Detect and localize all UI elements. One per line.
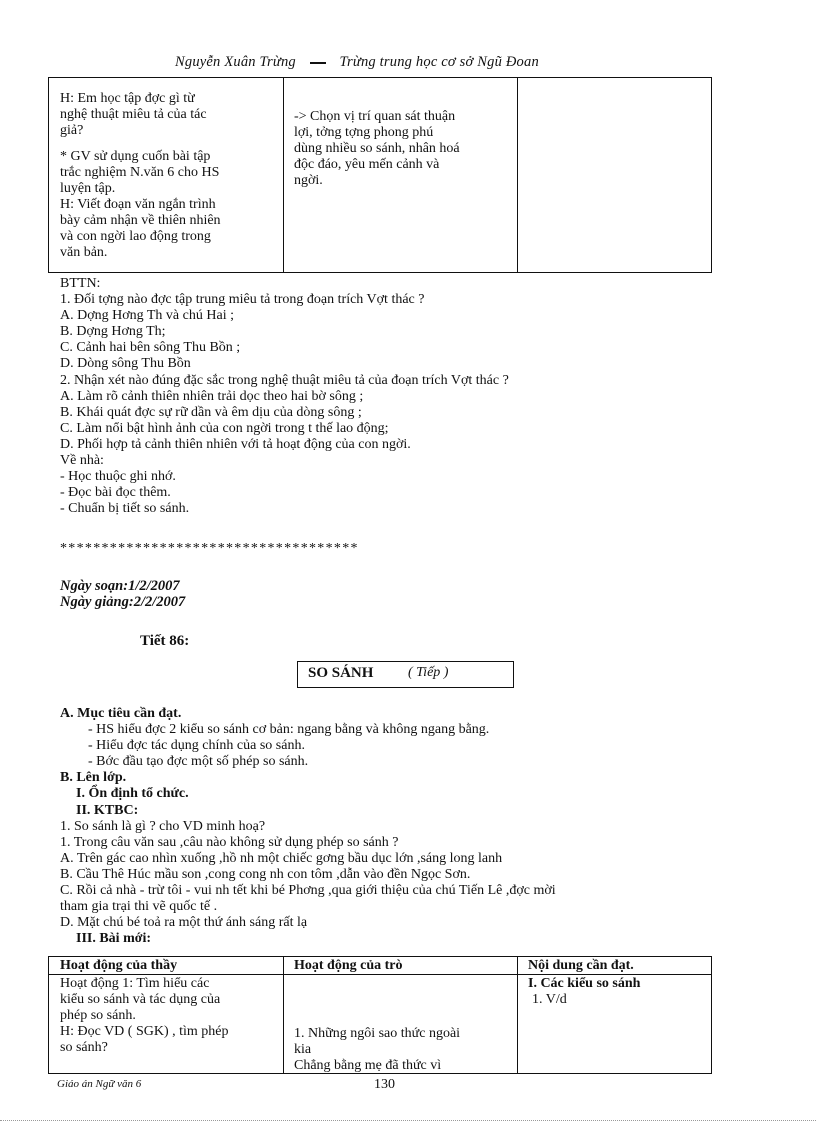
lesson-step-3: III. Bài mới:	[76, 931, 152, 947]
header-dash	[310, 62, 326, 64]
exercise-line: D. Dòng sông Thu Bồn	[60, 356, 191, 372]
exercise-line: C. Cảnh hai bên sông Thu Bồn ;	[60, 340, 241, 356]
lesson-step-2: II. KTBC:	[76, 802, 139, 818]
exercise-line: D. Phối hợp tả cảnh thiên nhiên với tả hoạt động của con ngời.	[60, 436, 411, 452]
cell-line: -> Chọn vị trí quan sát thuận	[294, 109, 456, 124]
exercise-line: 1. Đối tợng nào đợc tập trung miêu tả trong đoạn trích Vợt thác ?	[60, 292, 425, 308]
cell-spacer	[60, 139, 280, 149]
cell-line: giả?	[60, 123, 84, 138]
cell-line: phép so sánh.	[60, 1008, 136, 1023]
cell-line: bày cảm nhận về thiên nhiên	[60, 213, 221, 228]
cell-line: Hoạt động 1: Tìm hiểu các	[60, 976, 210, 991]
lesson-number: Tiết 86:	[140, 633, 190, 649]
table1-teacher-cell	[60, 91, 280, 261]
table2-top-border	[48, 956, 712, 957]
table2-content-cell	[528, 976, 708, 1008]
cell-line: lợi, tởng tợng phong phú	[294, 125, 434, 140]
lesson-heading-b: B. Lên lớp.	[60, 770, 127, 786]
lesson-section	[60, 706, 556, 947]
date-prepared: Ngày soạn:1/2/2007	[60, 578, 180, 594]
exercise-line: 2. Nhận xét nào đúng đặc sắc trong nghệ thuật miêu tả của đoạn trích Vợt thác ?	[60, 372, 509, 388]
exercise-line: A. Làm rõ cảnh thiên nhiên trải dọc theo hai bờ sông ;	[60, 388, 364, 404]
table1-bottom-border	[48, 272, 712, 273]
review-line: D. Mặt chú bé toả ra một thứ ánh sáng rất lạ	[60, 915, 308, 931]
cell-line: 1. Những ngôi sao thức ngoài	[294, 1026, 461, 1041]
table1-left-border	[48, 77, 49, 273]
page-header	[175, 54, 539, 71]
content-line: 1. V/d	[532, 992, 567, 1007]
exercise-line: - Chuẩn bị tiết so sánh.	[60, 501, 190, 517]
exercise-section	[60, 276, 509, 517]
review-line: A. Trên gác cao nhìn xuống ,hồ nh một chiếc gơng bầu dục lớn ,sáng long lanh	[60, 850, 503, 866]
separator-stars: ************************************	[60, 541, 359, 556]
table2-divider-1	[283, 956, 284, 1074]
exercise-line: A. Dợng Hơng Th và chú Hai ;	[60, 308, 234, 324]
cell-line: dùng nhiều so sánh, nhân hoá	[294, 141, 460, 156]
exercise-line: B. Khái quát đợc sự rữ dần và êm dịu của dòng sông ;	[60, 404, 362, 420]
table1-divider-2	[517, 77, 518, 273]
header-student: Hoạt động của trò	[294, 958, 403, 973]
lesson-title: SO SÁNH	[308, 665, 374, 681]
cell-line: luyện tập.	[60, 181, 116, 196]
table1-student-cell	[294, 109, 514, 189]
cell-line: so sánh?	[60, 1040, 108, 1055]
table2-left-border	[48, 956, 49, 1074]
cell-line: Chẳng bằng mẹ đã thức vì	[294, 1058, 442, 1073]
footer-course: Giáo án Ngữ văn 6	[57, 1078, 142, 1090]
table1-right-border	[711, 77, 712, 273]
table2-header-border	[48, 974, 712, 975]
objective-line: - Hiểu đợc tác dụng chính của so sánh.	[88, 738, 305, 754]
page-number: 130	[374, 1077, 395, 1092]
header-school: Trừng trung học cơ sở Ngũ Đoan	[339, 54, 539, 70]
review-line: B. Cầu Thê Húc mầu son ,cong cong nh con tôm ,dẫn vào đền Ngọc Sơn.	[60, 866, 471, 882]
cell-line: văn bản.	[60, 245, 108, 260]
objective-line: - Bớc đầu tạo đợc một số phép so sánh.	[88, 754, 309, 770]
exercise-line: B. Dợng Hơng Th;	[60, 324, 166, 340]
table2-right-border	[711, 956, 712, 1074]
review-line: C. Rồi cả nhà - trừ tôi - vui nh tết khi bé Phơng ,qua giới thiệu của chú Tiến Lê ,đợc mời	[60, 883, 556, 899]
cell-line: nghệ thuật miêu tả của tác	[60, 107, 207, 122]
cell-line: H: Viết đoạn văn ngắn trình	[60, 197, 216, 212]
review-line: tham gia trại thi vẽ quốc tế .	[60, 899, 218, 915]
header-teacher: Hoạt động của thầy	[60, 958, 178, 973]
objective-line: - HS hiểu đợc 2 kiểu so sánh cơ bản: ngang bằng và không ngang bằng.	[88, 722, 490, 738]
review-line: 1. So sánh là gì ? cho VD minh hoạ?	[60, 818, 266, 834]
cell-line: kiểu so sánh và tác dụng của	[60, 992, 221, 1007]
cell-line: ngời.	[294, 173, 323, 188]
footer-divider	[0, 1120, 816, 1122]
header-author: Nguyễn Xuân Trừng	[175, 54, 296, 70]
content-heading: I. Các kiểu so sánh	[528, 976, 641, 991]
exercise-line: - Đọc bài đọc thêm.	[60, 485, 171, 501]
cell-line: H: Em học tập đợc gì từ	[60, 91, 195, 106]
cell-line: * GV sử dụng cuốn bài tập	[60, 149, 211, 164]
cell-line: kia	[294, 1042, 312, 1057]
date-taught: Ngày giảng:2/2/2007	[60, 594, 186, 610]
table2-divider-2	[517, 956, 518, 1074]
cell-line: trắc nghiệm N.văn 6 cho HS	[60, 165, 220, 180]
lesson-step-1: I. Ổn định tổ chức.	[76, 786, 189, 802]
exercise-line: - Học thuộc ghi nhớ.	[60, 469, 176, 485]
header-content: Nội dung cần đạt.	[528, 958, 634, 973]
exercise-line: Về nhà:	[60, 453, 104, 469]
table1-divider-1	[283, 77, 284, 273]
table1-top-border	[48, 77, 712, 78]
table2-teacher-cell	[60, 976, 280, 1056]
cell-line: và con ngời lao động trong	[60, 229, 211, 244]
exercise-line: BTTN:	[60, 276, 101, 291]
cell-line: độc đáo, yêu mến cảnh và	[294, 157, 440, 172]
table2-student-cell	[294, 1026, 514, 1074]
lesson-subtitle: ( Tiếp )	[408, 665, 449, 680]
cell-line: H: Đọc VD ( SGK) , tìm phép	[60, 1024, 229, 1039]
exercise-line: C. Làm nổi bật hình ảnh của con ngời trong t thế lao động;	[60, 420, 389, 436]
review-line: 1. Trong câu văn sau ,câu nào không sử dụng phép so sánh ?	[60, 834, 399, 850]
lesson-heading-a: A. Mục tiêu cần đạt.	[60, 706, 182, 721]
lesson-title-box	[297, 661, 514, 688]
